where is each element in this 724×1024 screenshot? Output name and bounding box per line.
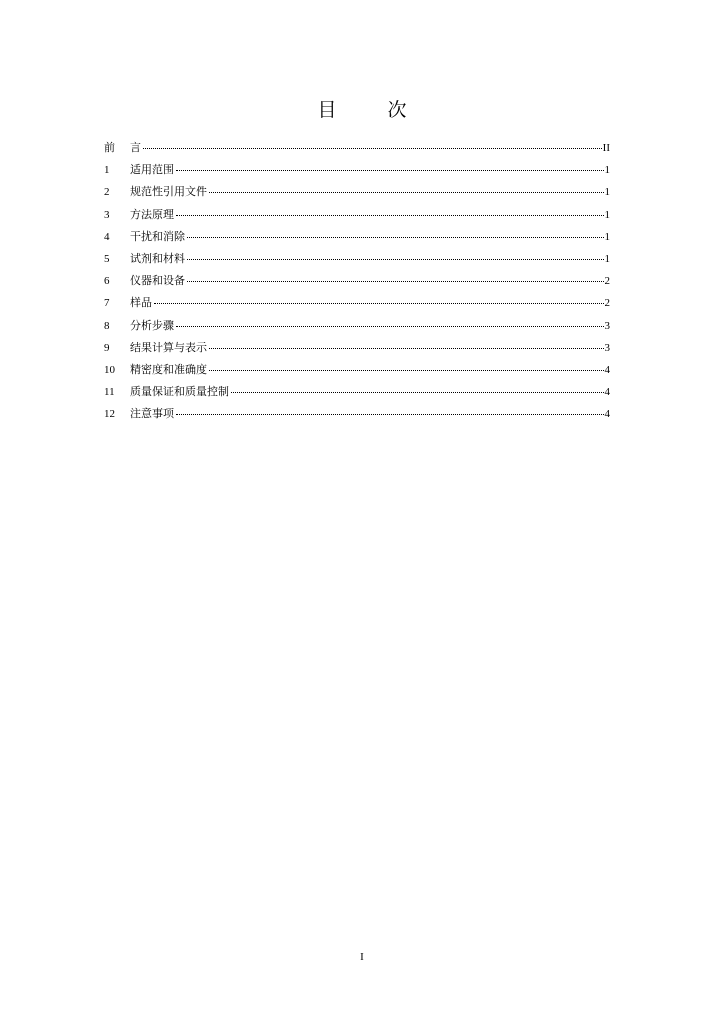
toc-entry-number: 8 [104,319,110,332]
toc-dot-leader [154,303,604,304]
toc-entry-label: 适用范围 [130,163,174,177]
toc-entry-page: 2 [604,297,610,310]
toc-entry-number: 3 [104,208,110,221]
toc-entry-page: 4 [604,408,610,421]
toc-entry-page: 4 [604,363,610,376]
toc-entry-label: 精密度和准确度 [130,362,207,376]
toc-entry-label: 试剂和材料 [130,251,185,265]
toc-entry-label: 仪器和设备 [130,274,185,288]
toc-entry-2[interactable] [104,185,610,207]
toc-entry-8[interactable] [104,319,610,341]
toc-entry-6[interactable] [104,274,610,296]
toc-entry-number: 7 [104,297,110,310]
toc-dot-leader [187,237,604,238]
toc-entry-4[interactable] [104,230,610,252]
toc-dot-leader [187,281,604,282]
toc-entry-5[interactable] [104,252,610,274]
toc-entry-9[interactable] [104,341,610,363]
toc-entry-number: 5 [104,252,110,265]
toc-entry-page: 1 [604,230,610,243]
toc-entry-page: 2 [604,275,610,288]
toc-entry-label: 结果计算与表示 [130,340,207,354]
toc-entry-number: 4 [104,230,110,243]
toc-dot-leader [231,392,604,393]
toc-dot-leader [143,148,602,149]
toc-entry-11[interactable] [104,385,610,407]
toc-entry-label: 分析步骤 [130,318,174,332]
toc-entry-number: 2 [104,186,110,199]
toc-entry-label: 样品 [130,296,152,310]
toc-entry-page: 1 [604,164,610,177]
toc-entry-number: 11 [104,386,115,399]
toc-entry-number: 12 [104,408,115,421]
toc-dot-leader [209,348,604,349]
toc-entry-label: 言 [130,141,141,154]
toc-entry-number: 前 [104,142,115,154]
toc-entry-label: 干扰和消除 [130,229,185,243]
toc-dot-leader [209,370,604,371]
toc-entry-page: 4 [604,386,610,399]
toc-dot-leader [209,192,604,193]
toc-entry-page: 3 [604,319,610,332]
toc-dot-leader [176,414,604,415]
toc-entry-number: 9 [104,341,110,354]
toc-entry-3[interactable] [104,208,610,230]
toc-entry-1[interactable] [104,163,610,185]
toc-entry-page: 1 [604,186,610,199]
toc-dot-leader [176,326,604,327]
toc-entry-page: 3 [604,341,610,354]
toc-entry-label: 方法原理 [130,207,174,221]
toc-entry-label: 质量保证和质量控制 [130,385,229,399]
toc-entry-page: 1 [604,208,610,221]
toc-entry-number: 10 [104,363,115,376]
toc-entry-preface[interactable] [104,141,610,163]
toc-dot-leader [176,170,604,171]
page-title: 目 次 [317,99,423,121]
toc-entry-page: II [602,142,610,154]
toc-entry-7[interactable] [104,296,610,318]
page-number: I [360,951,364,963]
toc-dot-leader [187,259,604,260]
toc-entry-number: 6 [104,275,110,288]
toc-dot-leader [176,215,604,216]
toc-entry-label: 规范性引用文件 [130,185,207,199]
toc-entry-page: 1 [604,252,610,265]
toc-entry-12[interactable] [104,407,610,429]
toc-entry-10[interactable] [104,363,610,385]
toc-entry-label: 注意事项 [130,407,174,421]
toc-entry-number: 1 [104,164,110,177]
table-of-contents [104,141,610,429]
